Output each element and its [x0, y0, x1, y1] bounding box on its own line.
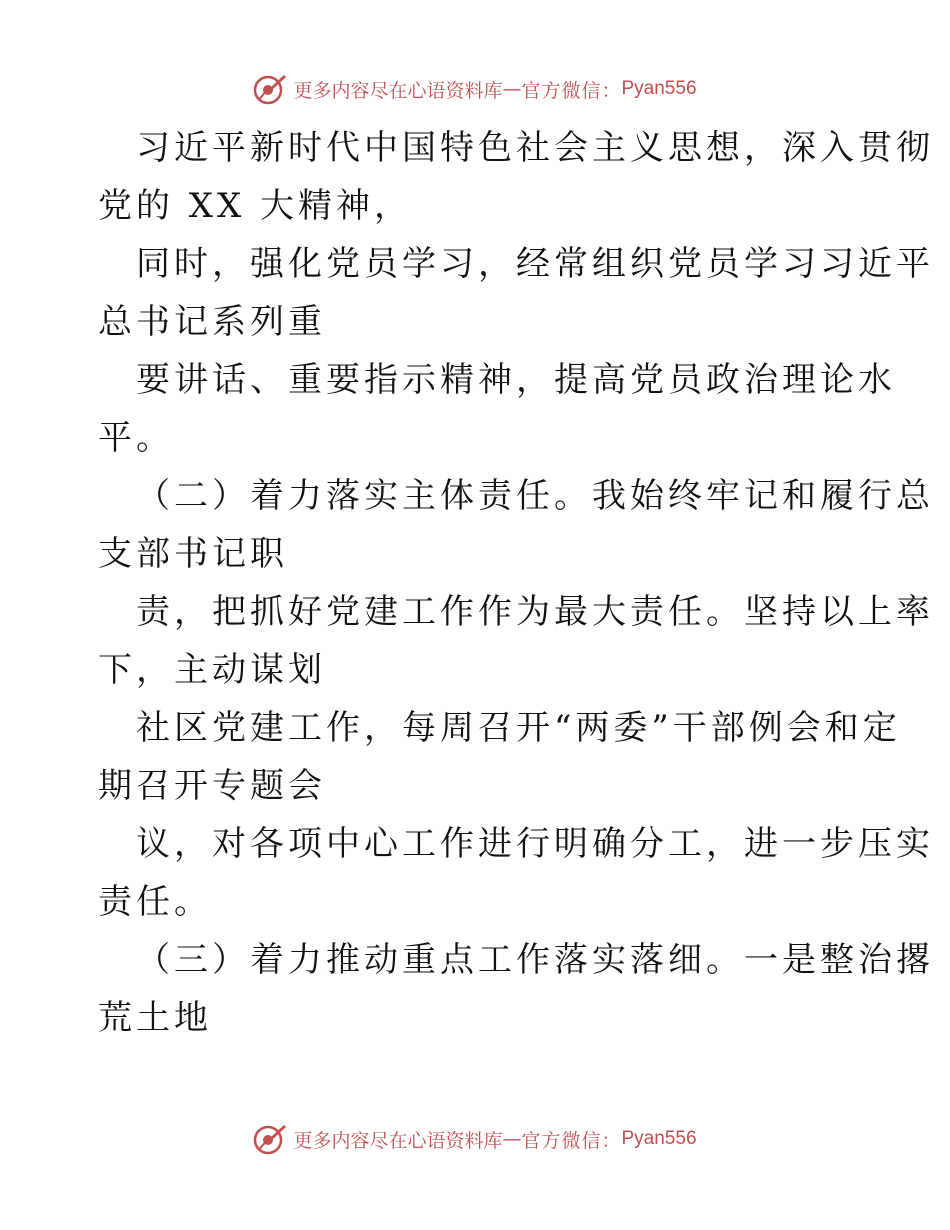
body-line: 责，把抓好党建工作作为最大责任。坚持以上率	[136, 592, 934, 632]
body-line: （三）着力推动重点工作落实落细。一是整治撂	[136, 940, 934, 980]
body-line: 下，主动谋划	[98, 650, 326, 690]
body-line: 党的 XX 大精神，	[98, 186, 413, 226]
body-line: 总书记系列重	[98, 302, 326, 342]
pen-logo-icon	[253, 1122, 287, 1156]
header-watermark	[0, 72, 950, 106]
body-line: 同时，强化党员学习，经常组织党员学习习近平	[136, 244, 934, 284]
body-line: 责任。	[98, 882, 212, 922]
body-line: 平。	[98, 418, 174, 458]
body-line: （二）着力落实主体责任。我始终牢记和履行总	[136, 476, 934, 516]
body-line: 荒土地	[98, 998, 212, 1038]
watermark-label: 官方微信：	[521, 79, 622, 102]
body-line: 议，对各项中心工作进行明确分工，进一步压实	[136, 824, 934, 864]
watermark-dash: —	[502, 1128, 522, 1150]
body-line: 要讲话、重要指示精神，提高党员政治理论水	[136, 360, 896, 400]
watermark-account: Pyan556	[621, 78, 697, 99]
watermark-label: 官方微信：	[521, 1129, 622, 1152]
body-line: 习近平新时代中国特色社会主义思想，深入贯彻	[136, 128, 934, 168]
watermark-dash: —	[502, 78, 522, 100]
pen-logo-icon	[253, 72, 287, 106]
footer-watermark	[0, 1122, 950, 1156]
watermark-site-text: 更多内容尽在心语资料库	[293, 79, 503, 102]
watermark-account: Pyan556	[621, 1128, 697, 1149]
body-line: 期召开专题会	[98, 766, 326, 806]
body-line: 社区党建工作，每周召开“两委”干部例会和定	[136, 708, 901, 748]
body-line: 支部书记职	[98, 534, 288, 574]
watermark-site-text: 更多内容尽在心语资料库	[293, 1129, 503, 1152]
